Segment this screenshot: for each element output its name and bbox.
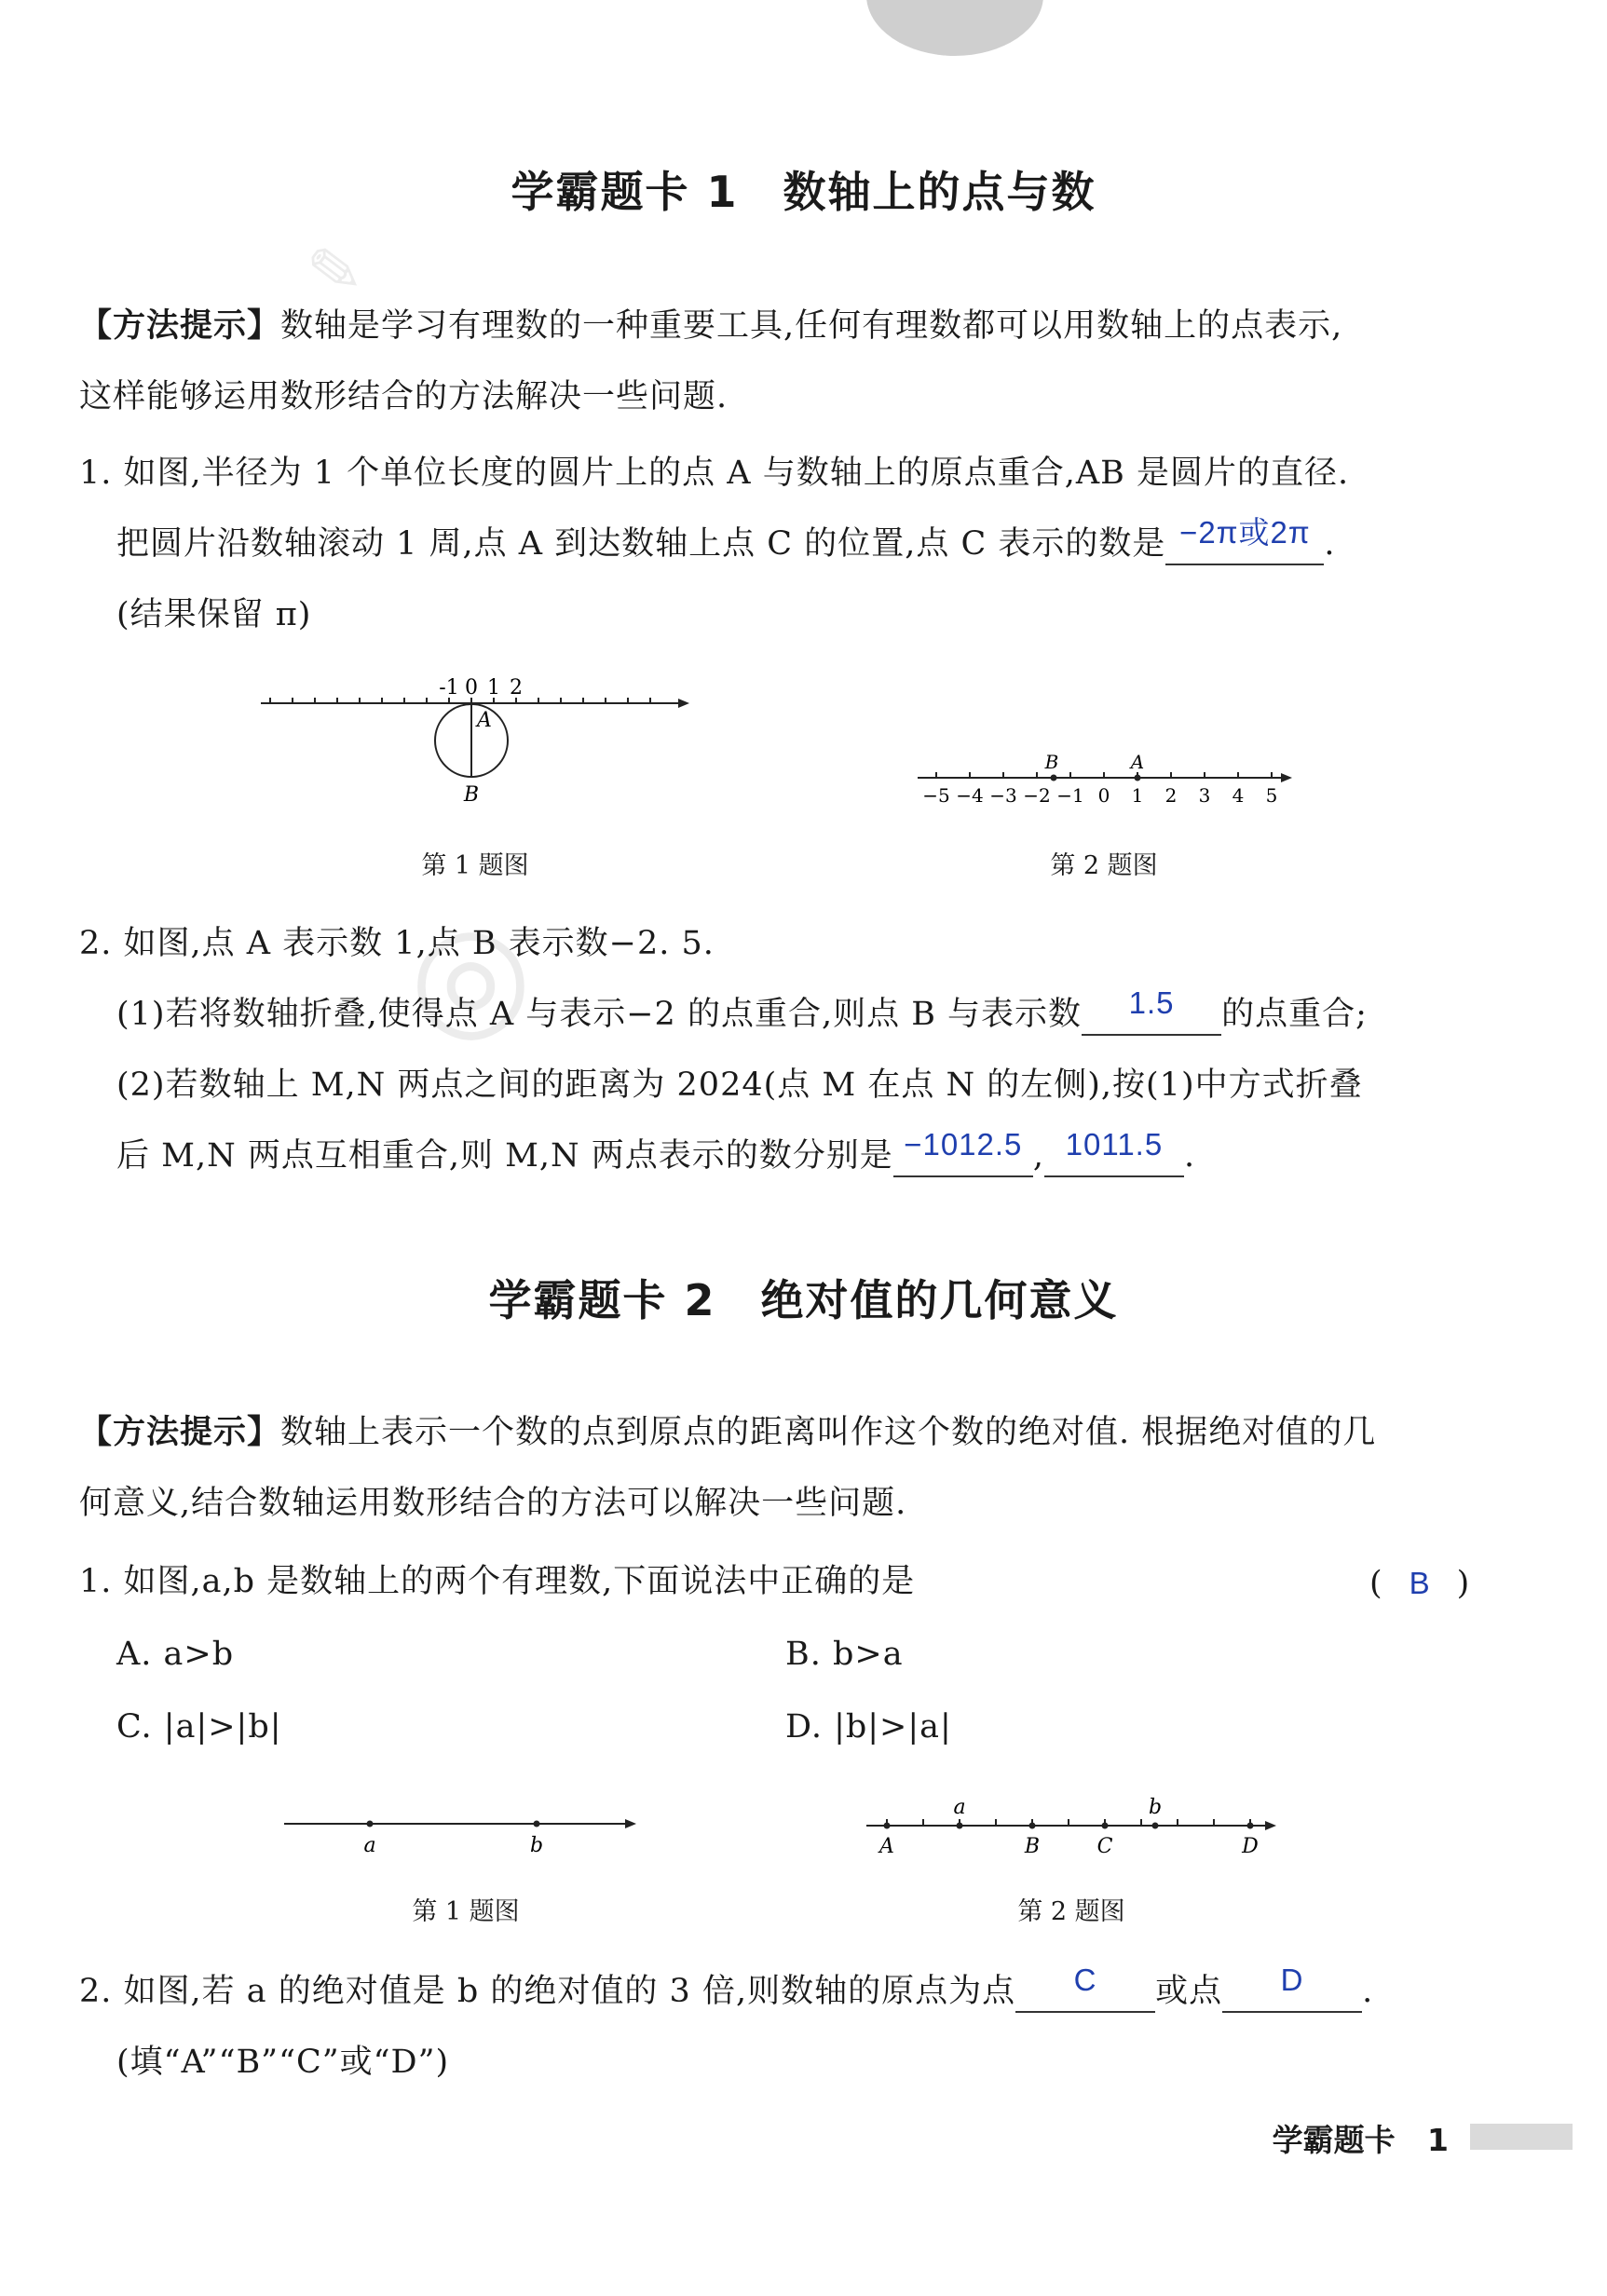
card2-q2-line2: (填“A”“B”“C”或“D”) [116,2044,450,2081]
card1-fig1-number-line [252,666,699,806]
card2-hint [79,1397,1532,1539]
fig2-point-a: A [1130,751,1145,773]
card1-hint-line1: 数轴是学习有理数的一种重要工具,任何有理数都可以用数轴上的点表示, [280,307,1343,345]
fig1-tick-label: 1 [487,676,500,700]
card2-fig2-label-b: b [1148,1796,1163,1819]
card2-hint-label: 【方法提示】 [79,1414,281,1451]
card2-title-number: 学霸题卡 2 [488,1275,716,1325]
card2-option-c[interactable]: C. |a|>|b| [116,1708,282,1746]
card1-q2-2-answer1-blank[interactable] [893,1127,1033,1177]
card2-fig2-point-D-dot [1247,1823,1254,1829]
card1-question1: 1. 如图,半径为 1 个单位长度的圆片上的点 A 与数轴上的原点重合,AB 是圆片的直径. 把圆片沿数轴滚动 1 周,点 A 到达数轴上点 C 的位置,点 C 表示的数是 −2π或2π . (结果保留 π) [79,438,1551,650]
fig1-tick-label: 2 [510,676,523,700]
card2-fig1-caption: 第 1 题图 [412,1897,520,1926]
fig2-tick-label: −4 [956,784,984,807]
card2-q2-answer2-blank[interactable] [1222,1963,1362,2013]
card2-fig1-label-a: a [363,1834,376,1857]
card2-fig2-b-dot [1152,1823,1159,1829]
card2-q1-text: 1. 如图,a,b 是数轴上的两个有理数,下面说法中正确的是 [79,1563,916,1600]
fig2-tick-label: −5 [922,784,950,807]
card1-hint-line2: 这样能够运用数形结合的方法解决一些问题. [79,378,729,415]
card1-q2-2-answer2: 1011.5 [1065,1127,1164,1162]
card1-q2-1-answer-blank[interactable] [1082,985,1221,1036]
card1-q1-answer: −2π或2π [1179,515,1311,550]
card1-q2-1-tail: 的点重合; [1221,996,1368,1033]
card2-fig1-label-b: b [529,1834,544,1857]
card2-fig2-label-C: C [1096,1835,1113,1858]
fig2-point-b: B [1044,751,1059,773]
card2-option-d[interactable]: D. |b|>|a| [785,1708,952,1746]
footer-label-text: 学霸题卡 [1272,2122,1396,2158]
fig2-tick-label: −2 [1023,784,1051,807]
card1-title-number: 学霸题卡 1 [511,167,739,217]
card1-q1-line2: 把圆片沿数轴滚动 1 周,点 A 到达数轴上点 C 的位置,点 C 表示的数是 [116,525,1166,563]
card2-fig1-number-line [275,1798,647,1863]
fig2-tick-label: 3 [1198,784,1211,807]
card1-q1-answer-blank[interactable] [1165,515,1324,565]
card1-q2-2-line1: (2)若数轴上 M,N 两点之间的距离为 2024(点 M 在点 N 的左侧),按(1)中方式折叠 [116,1066,1363,1104]
fig2-tick-label: 2 [1164,784,1178,807]
card2-q1-answer-paren[interactable]: ( B ) [1369,1565,1470,1602]
card2-q2-answer2: D [1280,1963,1304,1997]
fig1-point-b: B [463,783,480,806]
card2-fig2-number-line [857,1784,1286,1868]
card2-q2-mid: 或点 [1155,1973,1223,2010]
watermark-seal: ◎ [410,894,532,1056]
card1-q2-line1: 2. 如图,点 A 表示数 1,点 B 表示数−2. 5. [79,925,715,962]
card2-fig2-point-B-dot [1029,1823,1036,1829]
card2-fig2-a-dot [957,1823,963,1829]
card2-fig2-point-A-dot [884,1823,891,1829]
card2-option-b[interactable]: B. b>a [785,1636,904,1673]
fig2-point-b-dot [1051,775,1057,781]
footer-decoration-bar [1470,2124,1573,2150]
card2-q2-answer1: C [1073,1963,1097,1997]
card1-q2-2-line2: 后 M,N 两点互相重合,则 M,N 两点表示的数分别是 [116,1137,893,1175]
card2-fig1-point-a-dot [367,1821,374,1827]
fig2-tick-label: 0 [1097,784,1110,807]
card2-q1-answer: B [1409,1566,1430,1600]
card1-question2: 2. 如图,点 A 表示数 1,点 B 表示数−2. 5. (1)若将数轴折叠,使得点 A 与表示−2 的点重合,则点 B 与表示数 1.5 的点重合; (2)若数轴上 M,N 两点之间的距离为 2024(点 M 在点 N 的左侧),按(1)中方式折叠 后 M,N 两点互相重合,则 M,N 两点表示的数分别是 −1012.5 , 1011.5 . [79,908,1551,1191]
card2-fig2-label-A: A [879,1835,894,1858]
card1-q2-1-answer: 1.5 [1128,985,1175,1020]
card1-fig1-caption: 第 1 题图 [421,851,529,880]
card2-q2-answer1-blank[interactable] [1015,1963,1155,2013]
card1-title [0,158,1607,220]
card1-hint-label: 【方法提示】 [79,307,281,345]
fig2-tick-label: 1 [1131,784,1144,807]
fig2-tick-label: 4 [1232,784,1245,807]
card1-title-text: 数轴上的点与数 [783,167,1096,217]
fig2-point-a-dot [1135,775,1141,781]
watermark-logo: ✎ [302,229,368,313]
fig1-tick-label: -1 [439,676,459,700]
card2-option-a[interactable]: A. a>b [116,1636,235,1673]
footer-label [1273,2116,1449,2160]
card2-fig1-point-b-dot [534,1821,540,1827]
card1-fig2-caption: 第 2 题图 [1050,851,1158,880]
card1-q2-1-text: (1)若将数轴折叠,使得点 A 与表示−2 的点重合,则点 B 与表示数 [116,996,1083,1033]
card2-fig2-point-C-dot [1102,1823,1109,1829]
card2-hint-line1: 数轴上表示一个数的点到原点的距离叫作这个数的绝对值. 根据绝对值的几 [280,1414,1377,1451]
card2-q2-text: 2. 如图,若 a 的绝对值是 b 的绝对值的 3 倍,则数轴的原点为点 [79,1973,1016,2010]
card2-fig2-label-D: D [1242,1835,1259,1858]
card2-hint-line2: 何意义,结合数轴运用数形结合的方法可以解决一些问题. [79,1485,907,1522]
card2-title [0,1267,1607,1328]
page-edge-decoration [866,0,1043,56]
card2-title-text: 绝对值的几何意义 [760,1275,1119,1325]
fig1-point-a: A [477,709,492,732]
card2-fig2-label-B: B [1024,1835,1041,1858]
card2-fig2-label-a: a [953,1796,966,1819]
card2-question1 [79,1546,1477,1617]
card2-question2: 2. 如图,若 a 的绝对值是 b 的绝对值的 3 倍,则数轴的原点为点 C 或点 D . (填“A”“B”“C”或“D”) [79,1956,1551,2098]
card1-q1-line1: 1. 如图,半径为 1 个单位长度的圆片上的点 A 与数轴上的原点重合,AB 是圆片的直径. [79,455,1350,492]
fig1-tick-label: 0 [465,676,478,700]
fig2-tick-label: 5 [1265,784,1278,807]
card1-q1-line3: (结果保留 π) [116,596,312,633]
card1-q2-2-answer1: −1012.5 [904,1127,1023,1162]
fig2-tick-label: −3 [989,784,1017,807]
page-number: 1 [1427,2122,1449,2158]
card1-q2-2-answer2-blank[interactable] [1044,1127,1184,1177]
card2-fig2-caption: 第 2 题图 [1017,1897,1125,1926]
fig2-tick-label: −1 [1056,784,1084,807]
card1-fig2-number-line [908,740,1300,815]
card1-hint [79,291,1532,432]
